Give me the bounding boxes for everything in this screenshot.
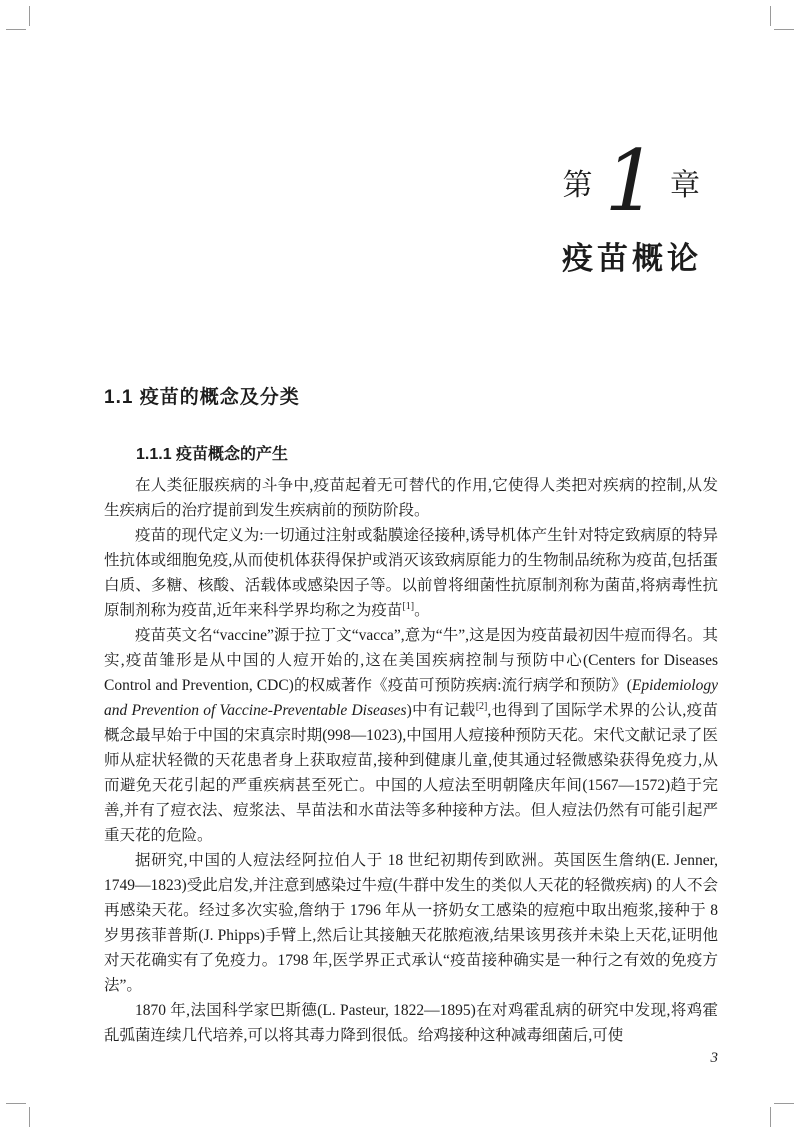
paragraph-2	[104, 523, 718, 623]
subsection-heading: 1.1.1 疫苗概念的产生	[136, 446, 289, 463]
chapter-label-post: 章	[670, 168, 702, 202]
text-run: ,也得到了国际学术界的公认,疫苗概念最早始于中国的宋真宗时期(998—1023),中国用人痘接种预防天花。宋代文献记录了医师从症状轻微的天花患者身上获取痘苗,接种到健康儿童,使其通过轻微感染获得免疫力,从而避免天花引起的严重疾病甚至死亡。中国的人痘法至明朝隆庆年间(1567—1572)趋于完善,并有了痘衣法、痘浆法、旱苗法和水苗法等多种接种方法。但人痘法仍然有可能引起严重天花的危险。	[104, 702, 718, 844]
footnote-ref-1: [1]	[402, 600, 415, 612]
section-heading: 1.1 疫苗的概念及分类	[104, 387, 300, 408]
crop-mark-top-right-v	[770, 6, 771, 26]
text-run: 疫苗英文名“vaccine”源于拉丁文“vacca”,意为“牛”,这是因为疫苗最初因牛痘而得名。其实,疫苗雏形是从中国的人痘开始的,这在美国疾病控制与预防中心(Centers for Diseases Control and Prevention, CDC)的权威著作《疫苗可预防疾病:流行病学和预防》(	[104, 627, 718, 694]
paragraph-3	[104, 623, 718, 848]
footnote-ref-2: [2]	[475, 700, 488, 712]
chapter-header	[562, 132, 702, 278]
chapter-label-pre: 第	[562, 168, 595, 202]
crop-mark-bottom-right-v	[770, 1107, 771, 1127]
chapter-number-row	[562, 132, 702, 230]
crop-mark-bottom-right-h	[774, 1103, 794, 1104]
chapter-number: 1	[604, 132, 660, 230]
crop-mark-top-left-v	[29, 6, 30, 26]
chapter-title: 疫苗概论	[562, 241, 702, 277]
page-number: 3	[710, 1050, 718, 1066]
paragraph-1: 在人类征服疾病的斗争中,疫苗起着无可替代的作用,它使得人类把对疾病的控制,从发生疾病后的治疗提前到发生疾病前的预防阶段。	[104, 477, 718, 519]
text-run: 。	[414, 602, 430, 619]
english-book-title: Epidemiology and Prevention of Vaccine-Preventable Diseases	[104, 677, 718, 719]
text-run: 疫苗的现代定义为:一切通过注射或黏膜途径接种,诱导机体产生针对特定致病原的特异性抗体或细胞免疫,从而使机体获得保护或消灭该致病原能力的生物制品统称为疫苗,包括蛋白质、多糖、核酸、活载体或感染因子等。以前曾将细菌性抗原制剂称为菌苗,将病毒性抗原制剂称为疫苗,近年来科学界均称之为疫苗	[104, 527, 718, 619]
text-run: )中有记载	[406, 702, 476, 719]
paragraph-5: 1870 年,法国科学家巴斯德(L. Pasteur, 1822—1895)在对鸡霍乱病的研究中发现,将鸡霍乱弧菌连续几代培养,可以将其毒力降到很低。给鸡接种这种减毒细菌后,可使	[104, 1002, 718, 1044]
crop-mark-bottom-left-h	[6, 1103, 26, 1104]
crop-mark-bottom-left-v	[29, 1107, 30, 1127]
page-content	[104, 382, 718, 1048]
paragraph-4: 据研究,中国的人痘法经阿拉伯人于 18 世纪初期传到欧洲。英国医生詹纳(E. Jenner, 1749—1823)受此启发,并注意到感染过牛痘(牛群中发生的类似人天花的轻微疾病) 的人不会再感染天花。经过多次实验,詹纳于 1796 年从一挤奶女工感染的痘疱中取出疱浆,接种于 8 岁男孩菲普斯(J. Phipps)手臂上,然后让其接触天花脓疱液,结果该男孩并未染上天花,证明他对天花确实有了免疫力。1798 年,医学界正式承认“疫苗接种确实是一种行之有效的免疫方法”。	[104, 852, 718, 994]
crop-mark-top-left-h	[6, 29, 26, 30]
crop-mark-top-right-h	[774, 29, 794, 30]
